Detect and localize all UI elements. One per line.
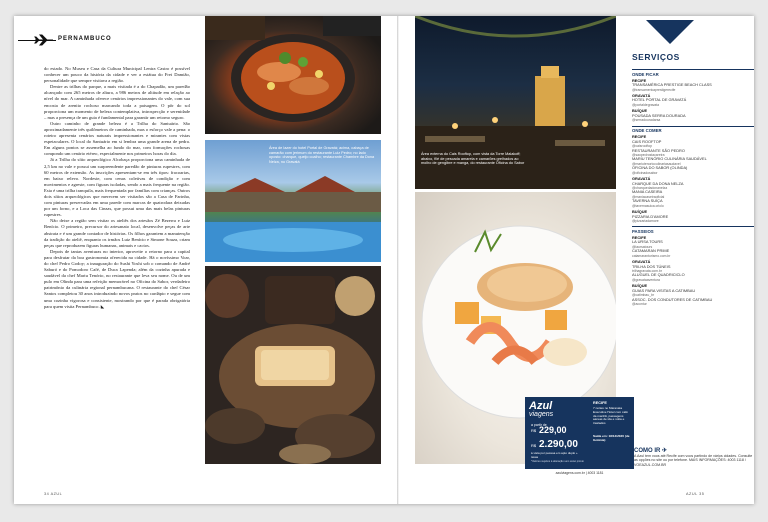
services-city: RECIFE <box>632 77 647 83</box>
como-ir-text: A Azul tem voos até Recife com voos partindo de vários cidades. Consulte as opções no site ou por telefone. MAIS INFORMAÇÕES: 4003 1118 / VOEAZUL.COM.BR <box>634 454 753 467</box>
services-item-social[interactable]: @maniacaseiraoficial <box>632 194 665 199</box>
services-title: SERVIÇOS <box>632 52 680 62</box>
services-item-social[interactable]: @pizzariadamore <box>632 219 659 224</box>
services-item-social[interactable]: @transamericaprestigerecife <box>632 87 676 92</box>
services-item-name: TRANSAMÉRICA PRESTIGE BEACH CLASS <box>632 82 712 88</box>
services-item-social[interactable]: @tavernasuica.criolo <box>632 203 664 208</box>
services-item-name: ASSOC. DOS CONDUTORES DE CATIMBAU <box>632 296 713 302</box>
article-body <box>44 66 190 310</box>
services-city: RECIFE <box>632 234 647 240</box>
ad-price-total-prefix: R$ <box>531 443 537 448</box>
services-item-name: TRILHA DOS TÚNEIS <box>632 263 671 269</box>
services-item-social[interactable]: @saopedrostacareira <box>632 153 665 158</box>
paragraph: Já a Trilha do sítio arqueológico Alcobaça proporciona uma caminhada de 2,5 km no vale e possui um surpreendente paredão de pinturas rupestres, com 60 metros de extensão. As inscrições apresentam-se em três tipos: fracoarias, em baixo relevo. Nordeste, com cenas coletivas de condição e com movimentos e agreste, com figuras isoladas, sendo a mais frequente na região. Esta é uma trilha tranquila, mais frequentada por famílias com crianças. Outros dois sítios arqueológicos que merecem ser visitados são a Casa de Farinha, com pinturas preservadas em uma parede com marcas de quatrodara deixadas por um forno, e a Loca das Cinzas, que possui uma das mais belas pinturas rupestres. <box>44 157 190 218</box>
services-item-name: LA URSA TOURS <box>632 239 663 245</box>
services-item-social[interactable]: @catimbau_br <box>632 293 655 298</box>
ad-validity: Saída em: 18/12/2020 (de Goiânia) <box>593 434 630 442</box>
services-item-name: OFICINA DO SABOR (OLINDA) <box>632 165 688 171</box>
airplane-icon: ✈ <box>662 448 668 454</box>
services-triangle-marker <box>646 20 694 44</box>
photo-caption: Área externa do Cais Rooftop, com vista da Torre Malakoff; abaixo, filé de pescada amarela e camarões grelhados ao molho de gengibre e manga, do restaurante Oficina do Sabor <box>421 152 525 166</box>
services-list <box>632 66 754 306</box>
services-item-social[interactable]: @portaldegravata <box>632 103 660 108</box>
ad-fine-print: *Valores sujeitos à alteração sem aviso prévio <box>531 460 584 463</box>
services-group-heading: ONDE FICAR <box>632 69 754 77</box>
services-city: GRAVATÁ <box>632 259 651 265</box>
paragraph: Depois de tantas aventuras no interior, aproveite o retorno para a capital para desfrutar da boa gastronomia oferecida na cidade. Há o novíssimo Voar, do chef Pedro Godoy; a inauguração do Sushi Yoshi sob o comando de André Saburó e do Pomodoro Café, de Duca Lapenda; além da cozinha apurada e saudável da chef Mariu Tenório, no restaurante que leva seu nome. Ou de um pulo em Olinda para uma refeição memorável no Oficina do Sabor, verdadeiro patrimônio da culinária regional pernambucana. O restaurante do chef César Santos completou 30 anos introduzindo novos pratos no cardápio e segue com uma cozinha vigorosa e consistente, mostrando por que é parada obrigatória para quem visita Pernambuco. ◣ <box>44 248 190 309</box>
services-item-name: POUSADA SERRA DOURADA <box>632 112 686 118</box>
services-item-name: RESTAURANTE SÃO PEDRO <box>632 147 685 153</box>
section-label: PERNAMBUCO <box>58 36 112 42</box>
azul-viagens-ad[interactable] <box>525 397 634 469</box>
services-item-social[interactable]: @gravataaventura <box>632 278 660 282</box>
ad-price-day: 229,00 <box>539 425 567 435</box>
rooftop-photo <box>415 16 616 189</box>
food-photo-bottom <box>205 266 381 464</box>
services-item-social[interactable]: @mariutenorioculinariasaudavel <box>632 161 681 166</box>
gutter <box>397 16 399 504</box>
page-folio-right: AZUL 35 <box>686 492 705 496</box>
services-group-heading: ONDE COMER <box>632 126 754 134</box>
airplane-icon <box>34 34 54 46</box>
ad-price-total: 2.290,00 <box>539 439 578 450</box>
dish-illustration <box>205 16 381 134</box>
paragraph: Não deixe a região sem visitar os ateliês dos artesãos Zé Bezerra e Luiz Benício. O primeiro, precursor do artesanato local, desenvolve peças de arte abstrata e é um grande contador de histórias. Os filhos garantem a manutenção da tradição do ateliê, enquanto os irmãos Luiz Benício e Simone Souza, criam peças que reproduzem figuras humanas, animais e cactos. <box>44 218 190 248</box>
services-item-name: CAIS ROOFTOP <box>632 138 662 144</box>
services-city: BUÍQUE <box>632 108 648 114</box>
ad-url[interactable]: azulviagens.com.br | 4003 1181 <box>555 471 604 475</box>
services-item-social[interactable]: @caisrooftop <box>632 144 653 149</box>
services-item-social[interactable]: @oficinadosabor <box>632 170 658 175</box>
photo-caption: Área de lazer do hotel Portal de Gravatá; acima, cabaça de camarão com jerimum do restaurante Luiz Pedro; no lado oposto: charque, queijo coalho; restaurante Chambre da Dona Nelza, no Gravatá <box>269 146 375 164</box>
ad-brand-sub: viagens <box>529 411 554 418</box>
como-ir-title <box>634 447 754 454</box>
ad-destination: RECIFE <box>593 401 607 405</box>
services-item-name: HOTEL PORTAL DE GRAVATÁ <box>632 97 687 103</box>
services-city: GRAVATÁ <box>632 92 651 98</box>
plate-illustration <box>205 266 381 464</box>
services-item-social[interactable]: @serradouradarsa <box>632 118 661 123</box>
ad-price-day-prefix: R$ <box>531 428 537 433</box>
ad-brand: Azul <box>529 400 553 412</box>
services-item-name: CHARQUE DA DONA NELZA <box>632 180 684 186</box>
services-item-name: MANIA CASEIRA <box>632 189 663 195</box>
services-item-name: TAVERNA SUÍÇA <box>632 198 663 204</box>
food-photo-top <box>205 16 381 134</box>
services-item-social[interactable]: catamaranturismo.com.br <box>632 253 671 258</box>
ad-price-note: à vista por pessoa em apto duplo + taxas <box>531 451 578 459</box>
services-city: BUÍQUE <box>632 283 648 289</box>
services-item-name: ALUGUEL DE QUADRICICLO <box>632 272 685 278</box>
services-item-social[interactable]: @laursatours <box>632 245 653 250</box>
services-group-heading: PASSEIOS <box>632 226 754 234</box>
services-item-name: GUIAS PARA VISITAS A CATIMBAU <box>632 287 696 293</box>
ad-from-label: a partir de <box>531 423 547 427</box>
services-item-name: MARIU TENÓRIO CULINÁRIA SAUDÁVEL <box>632 156 707 162</box>
page-folio-left: 34 AZUL <box>44 492 63 496</box>
magazine-spread <box>14 16 754 504</box>
services-item-name: CATAMARAN PRIME <box>632 248 670 254</box>
ad-details: 7 noites no Maranata Executive Hotel com café da manhã, passagens aéreas de ida e volta e traslados <box>593 406 628 426</box>
services-item-name: PIZZARIA D'AMORE <box>632 213 669 219</box>
paragraph: Outro caminho de grande beleza é a Trilha do Santuário. São aproximadamente três quilômetros de caminhada, mas o esforço vale a pena: o roteiro apresenta cenários naturais impressionantes e mirantes com vistas espetaculares. O local do Santuário em si lembra uma grande arena de pedra. Em alguns pontos se assemelha ao fundo do mar, com formações rochosas compondo um cenário etéreo, especialmente nos primeiros horas do dia. <box>44 120 190 157</box>
services-city: BUÍQUE <box>632 208 648 214</box>
services-city: GRAVATÁ <box>632 175 651 181</box>
como-ir-box <box>634 447 754 467</box>
hotel-pool-photo <box>205 140 381 262</box>
como-ir-title-text: COMO IR <box>634 448 661 454</box>
services-item-social[interactable]: @charquedadonanelza <box>632 186 668 191</box>
services-item-social[interactable]: trilhagravata.com.br <box>632 269 662 274</box>
paragraph: Dentre as trilhas do parque, a mais visitada é a do Chapadão, um paredão alcançado com 265 metros de altura, a 986 metros de altitude em relação ao nível do mar. A caminhada oferece cenários impressionantes do vale, com sua encosta de arenito rochoso marcando toda a paisagem. O pôr do sol proporciona um momento de beleza contemplativa, introspecção e serenidade – mas a presença de um guia é fundamental para garantir um retorno seguro. <box>44 84 190 120</box>
paragraph: do estado. No Museu e Casa da Cultura Municipal Lenira Castro é possível conhecer um pouco da história da cidade e ver a estátua do Frei Damião, personalidade que sempre visitava a região. <box>44 66 190 84</box>
services-city: RECIFE <box>632 134 647 140</box>
services-item-social[interactable]: @acontur <box>632 302 647 307</box>
